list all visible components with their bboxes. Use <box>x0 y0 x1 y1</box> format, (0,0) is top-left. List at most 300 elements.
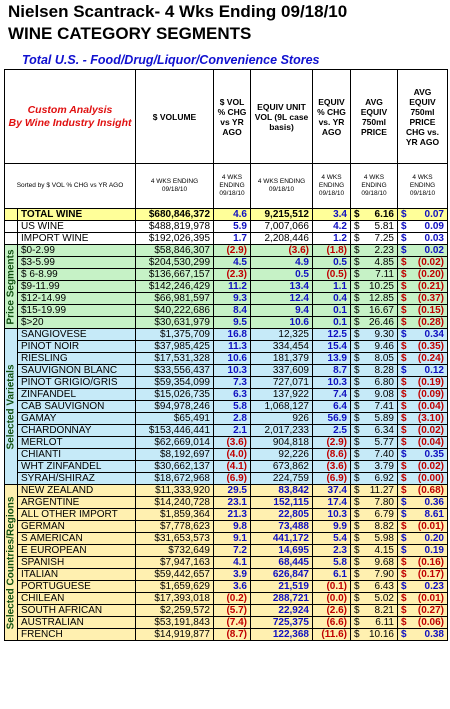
table-row <box>5 233 448 245</box>
segment-name: MERLOT <box>18 437 136 449</box>
currency-symbol: $ <box>401 389 407 400</box>
equiv-units: 68,445 <box>251 557 313 569</box>
avg-price <box>351 617 398 629</box>
spacer-cell <box>5 221 18 233</box>
segment-name: E EUROPEAN <box>18 545 136 557</box>
equiv-units: 904,818 <box>251 437 313 449</box>
volume-change: 16.8 <box>214 329 251 341</box>
table-row <box>5 329 448 341</box>
price-change <box>398 245 448 257</box>
segment-name: ARGENTINE <box>18 497 136 509</box>
segment-name: CHIANTI <box>18 449 136 461</box>
units-change: 15.4 <box>313 341 351 353</box>
table-row <box>5 509 448 521</box>
table-row <box>5 605 448 617</box>
volume-change: 5.8 <box>214 401 251 413</box>
period-label: 4 WKS ENDING 09/18/10 <box>398 164 448 209</box>
segment-name: ITALIAN <box>18 569 136 581</box>
price-change-value: 0.07 <box>424 209 444 220</box>
avg-price <box>351 581 398 593</box>
avg-price-value: 5.98 <box>374 533 394 544</box>
price-change-value: (0.19) <box>417 377 444 388</box>
sort-note: Sorted by $ VOL % CHG vs YR AGO <box>5 164 136 209</box>
currency-symbol: $ <box>401 521 407 532</box>
units-change: 7.4 <box>313 389 351 401</box>
currency-symbol: $ <box>401 413 407 424</box>
currency-symbol: $ <box>401 377 407 388</box>
price-change-value: (0.28) <box>417 317 444 328</box>
report-subtitle-heading: WINE CATEGORY SEGMENTS <box>8 24 252 43</box>
table-row <box>5 629 448 641</box>
currency-symbol: $ <box>354 209 360 220</box>
segment-name: SANGIOVESE <box>18 329 136 341</box>
price-change-value: 8.61 <box>424 509 444 520</box>
avg-price-value: 7.25 <box>374 233 394 244</box>
dollar-volume: $142,246,429 <box>136 281 214 293</box>
currency-symbol: $ <box>354 257 360 268</box>
table-row <box>5 413 448 425</box>
price-change-value: 0.38 <box>424 629 444 640</box>
price-change-value: (0.15) <box>417 305 444 316</box>
volume-change: 4.1 <box>214 557 251 569</box>
currency-symbol: $ <box>401 305 407 316</box>
currency-symbol: $ <box>354 629 360 640</box>
avg-price-value: 9.68 <box>374 557 394 568</box>
currency-symbol: $ <box>401 509 407 520</box>
table-row <box>5 473 448 485</box>
dollar-volume: $18,672,968 <box>136 473 214 485</box>
equiv-units: 0.5 <box>251 269 313 281</box>
units-change: 12.5 <box>313 329 351 341</box>
equiv-units: 73,488 <box>251 521 313 533</box>
equiv-units: 21,519 <box>251 581 313 593</box>
price-change-value: 0.09 <box>424 221 444 232</box>
volume-change: 11.3 <box>214 341 251 353</box>
avg-price-value: 10.16 <box>368 629 394 640</box>
currency-symbol: $ <box>354 269 360 280</box>
avg-price <box>351 269 398 281</box>
currency-symbol: $ <box>401 461 407 472</box>
avg-price <box>351 569 398 581</box>
brand-text-2: By <box>8 116 25 129</box>
avg-price-value: 7.80 <box>374 497 394 508</box>
segment-name: PORTUGUESE <box>18 581 136 593</box>
volume-change: 8.4 <box>214 305 251 317</box>
currency-symbol: $ <box>401 497 407 508</box>
dollar-volume: $153,446,441 <box>136 425 214 437</box>
segment-name: CAB SAUVIGNON <box>18 401 136 413</box>
segment-name: $12-14.99 <box>18 293 136 305</box>
units-change: 5.4 <box>313 533 351 545</box>
currency-symbol: $ <box>401 401 407 412</box>
equiv-units: 83,842 <box>251 485 313 497</box>
equiv-units: 9,215,512 <box>251 209 313 221</box>
price-change-value: 0.20 <box>424 533 444 544</box>
volume-change: 3.9 <box>214 569 251 581</box>
volume-change: (5.7) <box>214 605 251 617</box>
dollar-volume: $11,333,920 <box>136 485 214 497</box>
price-change <box>398 365 448 377</box>
dollar-volume: $1,375,709 <box>136 329 214 341</box>
segment-name: CHILEAN <box>18 593 136 605</box>
dollar-volume: $488,819,978 <box>136 221 214 233</box>
equiv-units: 441,172 <box>251 533 313 545</box>
price-change-value: (3.10) <box>417 413 444 424</box>
equiv-units: 4.9 <box>251 257 313 269</box>
units-change: (0.0) <box>313 593 351 605</box>
price-change-value: (0.04) <box>417 437 444 448</box>
units-change: 1.1 <box>313 281 351 293</box>
units-change: 2.3 <box>313 545 351 557</box>
avg-price-value: 5.02 <box>374 593 394 604</box>
avg-price <box>351 605 398 617</box>
avg-price-value: 7.11 <box>375 269 394 280</box>
segment-name: SOUTH AFRICAN <box>18 605 136 617</box>
units-change: (8.6) <box>313 449 351 461</box>
segment-name: ZINFANDEL <box>18 389 136 401</box>
currency-symbol: $ <box>401 593 407 604</box>
dollar-volume: $17,531,328 <box>136 353 214 365</box>
currency-symbol: $ <box>401 617 407 628</box>
segment-name: S AMERICAN <box>18 533 136 545</box>
currency-symbol: $ <box>401 221 407 232</box>
avg-price <box>351 509 398 521</box>
units-change: (2.6) <box>313 605 351 617</box>
price-change <box>398 533 448 545</box>
avg-price <box>351 425 398 437</box>
volume-change: 1.7 <box>214 233 251 245</box>
price-change <box>398 473 448 485</box>
avg-price <box>351 317 398 329</box>
table-row <box>5 377 448 389</box>
equiv-units: 12,325 <box>251 329 313 341</box>
price-change-value: 0.02 <box>424 245 444 256</box>
currency-symbol: $ <box>354 329 360 340</box>
currency-symbol: $ <box>354 365 360 376</box>
units-change: 6.1 <box>313 569 351 581</box>
volume-change: 9.1 <box>214 533 251 545</box>
avg-price <box>351 389 398 401</box>
table-row <box>5 305 448 317</box>
equiv-units: 22,805 <box>251 509 313 521</box>
dollar-volume: $1,859,364 <box>136 509 214 521</box>
price-change <box>398 317 448 329</box>
avg-price <box>351 233 398 245</box>
avg-price-value: 9.30 <box>374 329 394 340</box>
table-row <box>5 569 448 581</box>
currency-symbol: $ <box>354 317 360 328</box>
avg-price <box>351 485 398 497</box>
currency-symbol: $ <box>401 557 407 568</box>
units-change: 4.2 <box>313 221 351 233</box>
avg-price-value: 9.46 <box>374 341 394 352</box>
table-row <box>5 353 448 365</box>
avg-price-value: 8.05 <box>374 353 394 364</box>
equiv-units: (3.6) <box>251 245 313 257</box>
units-change: 37.4 <box>313 485 351 497</box>
equiv-units: 13.4 <box>251 281 313 293</box>
equiv-units: 926 <box>251 413 313 425</box>
volume-change: (4.1) <box>214 461 251 473</box>
avg-price-value: 4.15 <box>374 545 394 556</box>
currency-symbol: $ <box>401 473 407 484</box>
table-row <box>5 521 448 533</box>
avg-price <box>351 245 398 257</box>
segment-name: AUSTRALIAN <box>18 617 136 629</box>
table-row <box>5 257 448 269</box>
avg-price-value: 6.79 <box>374 509 394 520</box>
avg-price-value: 7.90 <box>374 569 394 580</box>
price-change <box>398 545 448 557</box>
currency-symbol: $ <box>401 581 407 592</box>
volume-change: 9.3 <box>214 293 251 305</box>
volume-change: (2.9) <box>214 245 251 257</box>
dollar-volume: $14,240,728 <box>136 497 214 509</box>
table-row <box>5 401 448 413</box>
units-change: (1.8) <box>313 245 351 257</box>
avg-price <box>351 497 398 509</box>
price-change <box>398 293 448 305</box>
table-row <box>5 209 448 221</box>
units-change: (3.6) <box>313 461 351 473</box>
volume-change: 6.3 <box>214 389 251 401</box>
units-change: (0.5) <box>313 269 351 281</box>
dollar-volume: $66,981,597 <box>136 293 214 305</box>
currency-symbol: $ <box>354 413 360 424</box>
avg-price-value: 6.92 <box>374 473 394 484</box>
col-vol-chg-header: $ VOL % CHG vs YR AGO <box>214 70 251 164</box>
table-row <box>5 557 448 569</box>
market-subtitle: Total U.S. - Food/Drug/Liquor/Convenience Stores <box>22 53 320 67</box>
segment-name: $ 6-8.99 <box>18 269 136 281</box>
units-change: (11.6) <box>313 629 351 641</box>
dollar-volume: $40,222,686 <box>136 305 214 317</box>
avg-price <box>351 557 398 569</box>
volume-change: (7.4) <box>214 617 251 629</box>
dollar-volume: $31,653,573 <box>136 533 214 545</box>
currency-symbol: $ <box>401 257 407 268</box>
currency-symbol: $ <box>354 617 360 628</box>
table-row <box>5 545 448 557</box>
price-change-value: (0.02) <box>417 425 444 436</box>
avg-price <box>351 209 398 221</box>
price-change-value: (0.17) <box>417 569 444 580</box>
volume-change: 23.1 <box>214 497 251 509</box>
segment-name: $9-11.99 <box>18 281 136 293</box>
currency-symbol: $ <box>401 437 407 448</box>
units-change: 3.4 <box>313 209 351 221</box>
currency-symbol: $ <box>354 497 360 508</box>
price-change-value: 0.36 <box>424 497 444 508</box>
equiv-units: 152,115 <box>251 497 313 509</box>
segment-name: CHARDONNAY <box>18 425 136 437</box>
price-change <box>398 617 448 629</box>
currency-symbol: $ <box>401 485 407 496</box>
units-change: 8.7 <box>313 365 351 377</box>
avg-price-value: 16.67 <box>368 305 394 316</box>
units-change: 13.9 <box>313 353 351 365</box>
units-change: 10.3 <box>313 509 351 521</box>
segment-name: PINOT GRIGIO/GRIS <box>18 377 136 389</box>
price-change-value: 0.19 <box>424 545 444 556</box>
units-change: 5.8 <box>313 557 351 569</box>
dollar-volume: $17,393,018 <box>136 593 214 605</box>
segment-name: TOTAL WINE <box>18 209 136 221</box>
dollar-volume: $37,985,425 <box>136 341 214 353</box>
price-change-value: (0.01) <box>417 521 444 532</box>
avg-price <box>351 461 398 473</box>
equiv-units: 334,454 <box>251 341 313 353</box>
avg-price-value: 8.21 <box>374 605 394 616</box>
avg-price-value: 5.81 <box>374 221 394 232</box>
price-change-value: (0.02) <box>417 257 444 268</box>
units-change: 9.9 <box>313 521 351 533</box>
currency-symbol: $ <box>354 377 360 388</box>
volume-change: 2.8 <box>214 413 251 425</box>
price-change-value: 0.03 <box>424 233 444 244</box>
dollar-volume: $7,778,623 <box>136 521 214 533</box>
dollar-volume: $59,354,099 <box>136 377 214 389</box>
price-change <box>398 329 448 341</box>
currency-symbol: $ <box>354 569 360 580</box>
period-label: 4 WKS ENDING 09/18/10 <box>313 164 351 209</box>
price-change <box>398 401 448 413</box>
avg-price <box>351 449 398 461</box>
avg-price-value: 2.23 <box>374 245 394 256</box>
dollar-volume: $58,846,307 <box>136 245 214 257</box>
currency-symbol: $ <box>401 533 407 544</box>
units-change: 0.1 <box>313 317 351 329</box>
table-row <box>5 485 448 497</box>
price-change-value: (0.09) <box>417 389 444 400</box>
price-change <box>398 413 448 425</box>
col-avg-price-header: AVG EQUIV 750ml PRICE <box>351 70 398 164</box>
price-change <box>398 257 448 269</box>
currency-symbol: $ <box>354 233 360 244</box>
currency-symbol: $ <box>354 605 360 616</box>
currency-symbol: $ <box>401 329 407 340</box>
equiv-units: 92,226 <box>251 449 313 461</box>
col-avg-price-chg-header: AVG EQUIV 750ml PRICE CHG vs. YR AGO <box>398 70 448 164</box>
equiv-units: 137,922 <box>251 389 313 401</box>
currency-symbol: $ <box>401 365 407 376</box>
volume-change: 11.2 <box>214 281 251 293</box>
currency-symbol: $ <box>354 305 360 316</box>
avg-price-value: 10.25 <box>368 281 394 292</box>
avg-price-value: 8.82 <box>374 521 394 532</box>
units-change: 10.3 <box>313 377 351 389</box>
equiv-units: 224,759 <box>251 473 313 485</box>
brand-label <box>8 104 132 130</box>
period-row <box>5 164 448 209</box>
equiv-units: 288,721 <box>251 593 313 605</box>
currency-symbol: $ <box>354 521 360 532</box>
col-equiv-chg-header: EQUIV % CHG vs. YR AGO <box>313 70 351 164</box>
price-change-value: 0.23 <box>424 581 444 592</box>
equiv-units: 673,862 <box>251 461 313 473</box>
avg-price <box>351 593 398 605</box>
price-change <box>398 341 448 353</box>
currency-symbol: $ <box>401 209 407 220</box>
brand-text-3: Wine Industry Insight <box>24 116 132 129</box>
avg-price-value: 4.85 <box>374 257 394 268</box>
volume-change: 2.1 <box>214 425 251 437</box>
table-row <box>5 593 448 605</box>
avg-price-value: 6.34 <box>374 425 394 436</box>
currency-symbol: $ <box>354 389 360 400</box>
currency-symbol: $ <box>401 281 407 292</box>
table-row <box>5 341 448 353</box>
avg-price <box>351 437 398 449</box>
equiv-units: 337,609 <box>251 365 313 377</box>
currency-symbol: $ <box>354 509 360 520</box>
avg-price <box>351 401 398 413</box>
currency-symbol: $ <box>354 437 360 448</box>
units-change: (0.1) <box>313 581 351 593</box>
currency-symbol: $ <box>354 461 360 472</box>
dollar-volume: $94,978,246 <box>136 401 214 413</box>
avg-price-value: 7.40 <box>374 449 394 460</box>
currency-symbol: $ <box>354 281 360 292</box>
period-label: 4 WKS ENDING 09/18/10 <box>214 164 251 209</box>
currency-symbol: $ <box>354 401 360 412</box>
price-change <box>398 509 448 521</box>
header-row <box>5 70 448 164</box>
equiv-units: 2,208,446 <box>251 233 313 245</box>
segment-name: PINOT NOIR <box>18 341 136 353</box>
currency-symbol: $ <box>354 353 360 364</box>
volume-change: 4.5 <box>214 257 251 269</box>
volume-change: 10.6 <box>214 353 251 365</box>
currency-symbol: $ <box>401 545 407 556</box>
spacer-cell <box>5 209 18 221</box>
volume-change: 10.3 <box>214 365 251 377</box>
price-change <box>398 209 448 221</box>
avg-price <box>351 473 398 485</box>
price-change-value: (0.27) <box>417 605 444 616</box>
price-change <box>398 593 448 605</box>
units-change: 0.1 <box>313 305 351 317</box>
units-change: (2.9) <box>313 437 351 449</box>
price-change-value: (0.02) <box>417 461 444 472</box>
avg-price <box>351 413 398 425</box>
price-change <box>398 485 448 497</box>
price-change-value: 0.35 <box>424 449 444 460</box>
avg-price <box>351 533 398 545</box>
avg-price-value: 5.89 <box>374 413 394 424</box>
col-equiv-unit-header: EQUIV UNIT VOL (9L case basis) <box>251 70 313 164</box>
volume-change: (6.9) <box>214 473 251 485</box>
table-row <box>5 533 448 545</box>
dollar-volume: $30,631,979 <box>136 317 214 329</box>
currency-symbol: $ <box>401 353 407 364</box>
price-change <box>398 569 448 581</box>
volume-change: 29.5 <box>214 485 251 497</box>
price-change <box>398 629 448 641</box>
brand-text-1: Custom Analysis <box>27 103 113 116</box>
brand-cell <box>5 70 136 164</box>
section-label: Selected Varietals <box>5 363 17 450</box>
volume-change: (0.2) <box>214 593 251 605</box>
segment-name: ALL OTHER IMPORT <box>18 509 136 521</box>
avg-price-value: 7.41 <box>374 401 394 412</box>
units-change: 17.4 <box>313 497 351 509</box>
table-row <box>5 293 448 305</box>
price-change-value: (0.68) <box>417 485 444 496</box>
units-change: 6.4 <box>313 401 351 413</box>
price-change-value: 0.34 <box>424 329 444 340</box>
units-change: (6.9) <box>313 473 351 485</box>
